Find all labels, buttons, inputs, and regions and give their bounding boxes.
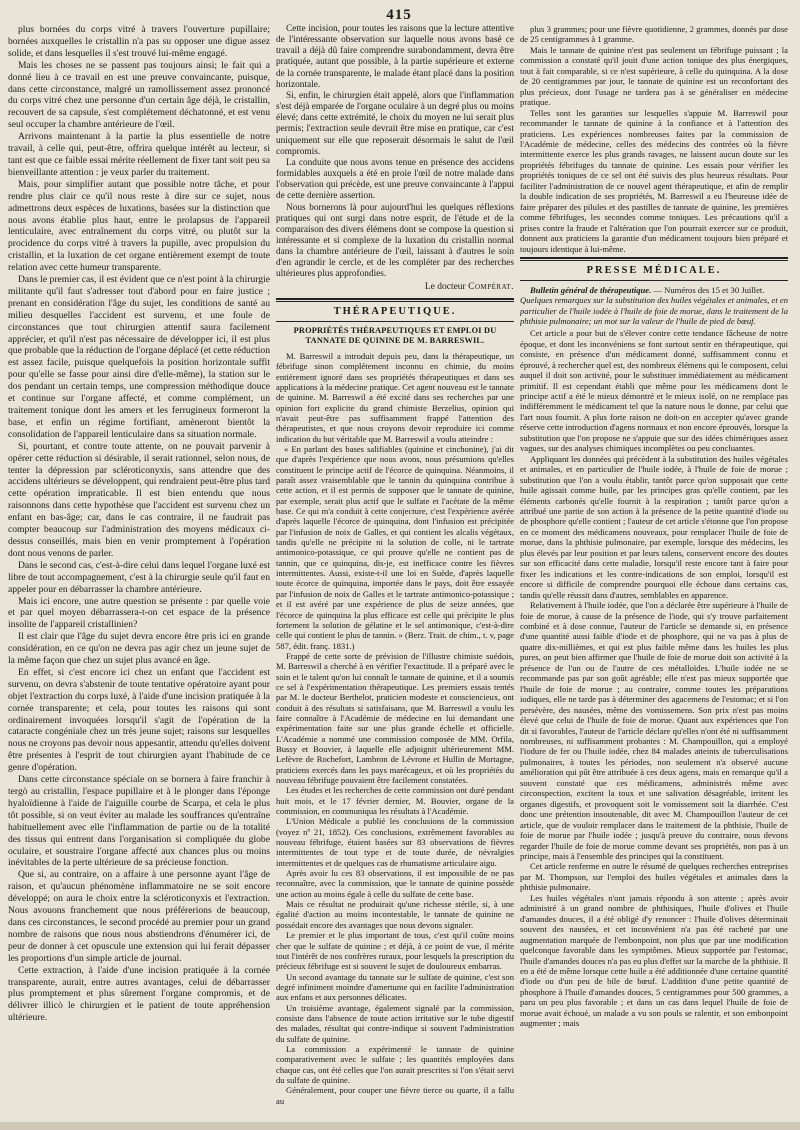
bulletin-subtitle: Quelques remarques sur la substitution des huiles végétales et animales, et en particulier de l'huile iodée à l'huile de foie de morue, dans le traitement de la phthisie pulmonaire; un mot sur la valeur de l'huile de pied de bœuf. <box>520 295 788 327</box>
paragraph: Telles sont les garanties sur lesquelles s'appuie M. Barreswil pour recommander le tannate de quinine à la confiance et à l'attention des praticiens. Les expériences nombreuses faites par la commission de l'Académie de médecine, celles des médecins des contrées où la fièvre intermittente exerce les plus grands ravages, ne laissent aucun doute sur les propriétés fébrifuges du tannate de quinine. Les essais pour vérifier les propriétés toniques de ce sel ont été suivis des plus heureux résultats. Pour faciliter l'administration de ce nouvel agent thérapeutique, et afin de remplir la double indication de ses propriétés, M. Barreswil a eu l'heureuse idée de faire préparer des pilules et des pastilles de tannate de quinine, les premières comme fébrifuges, les secondes comme toniques. Les précautions qu'il a prises contre la fraude et l'altération que l'on pourrait exercer sur ce produit, donnent aux praticiens la garantie d'un médicament toujours bien préparé et toujours identique à lui-même. <box>520 107 788 254</box>
columns <box>8 24 790 1118</box>
paragraph: L'Union Médicale a publié les conclusions de la commission (voyez nº 21, 1852). Ces conclusions, extrêmement favorables au nouveau fébrifuge, étaient basées sur 83 observations de fièvres intermittentes de tout type et de toute durée, de névralgies intermittentes et de quelques cas de rhumatisme articulaire aigu. <box>276 816 514 868</box>
paragraph: Cet article a pour but de s'élever contre cette tendance fâcheuse de notre époque, et dont les inconvéniens se font surtout sentir en thérapeutique, qui consiste, en présence d'un médicament donné, suffisamment connu et éprouvé, à rechercher quel est, des nombreux élémens qui le composent, celui auquel il doit son activité, pour le substituer immédiatement au médicament primitif. Il est cependant établi que même pour les médicamens dont le principe actif a été le mieux démontré et le mieux isolé, on ne remplace pas indifféremment le médicament tel que la nature nous le donne, par celui que l'art nous fournit. A plus forte raison ne doit-on en accepter qu'avec grande réserve cette introduction d'agens normaux et non encore éprouvés, lorsque la substitution que l'on propose ne s'appuie que sur des idées chimériques assez vagues, sur des analyses chimiques incomplètes ou peu concluantes. <box>520 328 788 454</box>
bulletin-issue: — Numéros des 15 et 30 Juillet. <box>651 285 765 296</box>
paragraph: Un troisième avantage, également signalé par la commission, consiste dans l'absence de toute action irritative sur le tube digestif des malades, résultat qui contre-indique si souvent l'administration du sulfate de quinine. <box>276 1002 514 1044</box>
signature-prefix: Le docteur <box>424 281 469 292</box>
section-rule <box>520 280 788 281</box>
paragraph: Cet article renferme en outre le résumé de quelques recherches entreprises par M. Thompson, sur l'emploi des huiles végétales et animales dans la phthisie pulmonaire. <box>520 861 788 893</box>
paragraph: Nous bornerons là pour aujourd'hui les quelques réflexions pratiques qui ont surgi dans notre esprit, de l'étude et de la comparaison des divers élémens dont se compose la question si intéressante et si complexe de la luxation du cristallin normal dans la chambre antérieure de l'œil, laissant à d'autres le soin d'en agrandir le cercle, et de les compléter par des recherches ultérieures plus approfondies. <box>276 202 514 280</box>
paragraph: Les huiles végétales n'ont jamais répondu à son attente ; après avoir administré à un grand nombre de phthisiques, l'huile d'olives et l'huile d'amandes douces, il a été obligé d'y renoncer : l'huile d'olives déterminait souvent des nausées, et cet inconvénient n'a pas été racheté par une augmentation marquée de l'embonpoint, non plus que par une modification quelconque favorable dans les symptômes. Mieux supportée par l'estomac, l'huile d'amandes douces n'a pas eu plus d'effet sur la marche de la phthisie. Il en a été de même lorsque cette huile a été additionnée d'une certaine quantité d'iode ou d'un peu de bile de bœuf. L'addition d'une petite quantité de phosphore à l'huile d'amandes douces, 5 centigrammes pour 500 grammes, a paru un peu plus favorable ; et dans un cas dans lequel l'huile de foie de morue avait échoué, un malade a vu son pouls se ralentir, et son embonpoint augmenter ; mais <box>520 892 788 1029</box>
article-title: PROPRIÉTÉS THÉRAPEUTIQUES ET EMPLOI DU TANNATE DE QUININE DE M. BARRESWIL. <box>293 325 497 345</box>
paragraph: La conduite que nous avons tenue en présence des accidens formidables auxquels a été en proie l'œil de notre malade dans l'observation qui précède, est une preuve convaincante à l'appui de cette dernière assertion. <box>276 157 514 202</box>
paragraph: Frappé de cette sorte de prévision de l'illustre chimiste suédois, M. Barreswil a cherché à en vérifier l'exactitude. Il a préparé avec le soin et le talent qu'on lui connaît le tannate de quinine, et il a soumis ce sel à l'expérimentation thérapeutique. Les premiers essais tentés par M. le docteur Berthelot, praticien modeste et consciencieux, ont conduit à des résultats si satisfaisans, que M. Barreswil a voulu les faire connaître à l'Académie de médecine en lui demandant une expérimentation faite sur une plus grande échelle et officielle. L'Académie a nommé une commission composée de MM. Orfila, Bussy et Bouvier, à laquelle elle adjoignit ultérieurement MM. Lefèvre de Rochefort, Lambron de Lévrone et Hullin de Mortagne, praticiens exercés dans les pays marécageux, et où les propriétés du nouveau fébrifuge pouvaient être facilement constatées. <box>276 650 514 785</box>
quotation: « En parlant des bases salifiables (quinine et cinchonine), j'ai dit que d'après l'expérience que nous avons, nous présumions qu'elles constituent le principe actif de l'écorce de quinquina. Néanmoins, il paraît assez vraisemblable que le tannin du quinquina contribue à cette action, et il est permis de supposer que le tannate de quinine, par exemple, serait plus actif que le sulfate et l'acétate de la même base. Ce qui m'a conduit à cette conjecture, c'est l'expérience avérée d'après laquelle l'écorce de quinquina, dont l'infusion est précipitée par l'infusion de noix de Galles, et qui contient les alcalis végétaux, tandis qu'elle ne précipite ni la solution de colle, ni le tartrate antimonico-potassique, ce qui prouve qu'elle ne contient pas de tannin, que ce quinquina, dis-je, est inefficace contre les fièvres intermittentes. Aussi, existe-t-il une loi en Suède, d'après laquelle toute écorce de quinquina, importée dans le pays, doit être essayée par l'infusion de noix de Galles et le tartrate antimonico-potassique ; et il est avéré par une expérience de plus de seize années, que l'écorce de quinquina la plus efficace est celle qui précipite le plus fortement la solution de gélatine et le sel antimonique, c'est-à-dire celle qui contient le plus de tannin. » (Berz. Trait. de chim., t. v, page 587, édit. franç. 1831.) <box>276 444 514 651</box>
column-3 <box>520 24 788 1118</box>
paragraph: Le premier et le plus important de tous, c'est qu'il coûte moins cher que le sulfate de quinine ; et déjà, à ce point de vue, il mérite tout l'intérêt de nos confrères ruraux, pour lesquels la prescription du précieux fébrifuge est si souvent le sujet de douloureux embarras. <box>276 930 514 972</box>
paragraph: plus bornées du corps vitré à travers l'ouverture pupillaire; bornées auxquelles le cristallin n'a pas su opposer une digue assez solide, et dans lesquelles il s'est trouvé lui-même engagé. <box>8 24 270 59</box>
paragraph: Cette incision, pour toutes les raisons que la lecture attentive de l'intéressante observation sur laquelle nous avons basé ce travail a déjà dû faire comprendre surabondamment, devra être pratiquée, autant que possible, à la partie supérieure et externe de la cornée transparente, le malade étant placé dans la position horizontale. <box>276 24 514 90</box>
paragraph: Les études et les recherches de cette commission ont duré pendant huit mois, et le 17 février dernier, M. Bouvier, organe de la commission, en communiqua les résultats à l'Académie. <box>276 785 514 817</box>
paragraph: Après avoir lu ces 83 observations, il est impossible de ne pas reconnaître, avec la commission, que le tannate de quinine possède une action au moins égale à celle du sulfate de cette base. <box>276 868 514 899</box>
paragraph: Mais le tannate de quinine n'est pas seulement un fébrifuge puissant ; la commission a constaté qu'il jouit d'une action tonique des plus énergiques, tout à fait comparable, si ce n'est supérieure, à celle du quinquina. A la dose de 20 centigrammes par jour, le tannate de quinine est un reconfortant des plus précieux, dont l'usage ne tardera pas à se généraliser en médecine pratique. <box>520 44 788 108</box>
paragraph: Mais les choses ne se passent pas toujours ainsi; le fait qui a donné lieu à ce travail en est une preuve convaincante, puisque, dans cette circonstance, malgré un ramollissement assez prononcé du corps vitré chez une personne d'un certain âge déjà, le cristallin, recouvert de sa capsule, s'est complétement déchatonné, et est venu seul occuper la chambre antérieure de l'œil. <box>8 59 270 131</box>
paragraph: Il est clair que l'âge du sujet devra encore être pris ici en grande considération, en ce qu'on ne devra pas agir chez un jeune sujet de la même façon que chez un sujet plus avancé en âge. <box>8 631 270 667</box>
column-1 <box>8 24 270 1118</box>
section-title-presse-medicale: PRESSE MÉDICALE. <box>586 264 722 276</box>
section-divider <box>276 298 514 302</box>
paragraph: Mais, pour simplifier autant que possible notre tâche, et pour rendre plus clair ce qu'il nous reste à dire sur ce sujet, nous admettrons deux espèces de luxations, basées sur la distinction que nous avons établie plus haut, entre le prolapsus de l'appareil lenticulaire, avec entraînement du corps vitré, ou plutôt sur la procidence du corps vitré à travers la pupille, avec propulsion du cristallin, et la luxation de cet organe entièrement exempt de toute relation avec cette humeur transparente. <box>8 178 270 274</box>
paragraph: La commission a expérimenté le tannate de quinine comparativement avec le sulfate ; les quantités employées dans chaque cas, ont été celles que l'on aurait prescrites si l'on s'était servi du sulfate de quinine. <box>276 1043 514 1085</box>
paragraph: M. Barreswil a introduit depuis peu, dans la thérapeutique, un fébrifuge sinon complétement inconnu en chimie, du moins entièrement ignoré dans ses propriétés thérapeutiques et dans ses applications à la médecine pratique. Cet agent nouveau est le tannate de quinine. M. Barreswil a été excité dans ses recherches par une opinion fort explicite du grand chimiste Berzelius, opinion qui n'avait peut-être pas suffisamment frappé l'attention des thérapeutistes, et que nous croyons devoir reproduire ici comme indication du but véritable que M. Barreswil a voulu atteindre : <box>276 350 514 444</box>
paragraph: Généralement, pour couper une fièvre tierce ou quarte, il a fallu au <box>276 1085 514 1106</box>
page-bottom-edge <box>0 1122 800 1130</box>
paragraph: En effet, si c'est encore ici chez un enfant que l'accident est survenu, on devra s'abstenir de toute tentative opératoire ayant pour objet l'extraction du corps luxé, à l'aide d'une incision pratiquée à la cornée transparente; et cela, pour toutes les raisons qui sont ordinairement invoquées lorsqu'il s'agit de l'opération de la cataracte congéniale chez un très jeune sujet; raisons sur lesquelles nous ne croyons pas devoir nous appesantir, attendu qu'elles doivent être présentes à l'esprit de tout chirurgien ayant l'habitude de ce genre d'opération. <box>8 666 270 774</box>
paragraph: plus 3 grammes; pour une fièvre quotidienne, 2 grammes, donnés par dose de 25 centigrammes à 1 gramme. <box>520 24 788 45</box>
paragraph: Dans le premier cas, il est évident que ce n'est point à la chirurgie militante qu'il faut s'adresser tout d'abord pour en faire justice ; prenant en considération l'âge du sujet, les conditions de santé au milieu desquelles l'accident est survenu, et une foule de circonstances que tout chirurgien attentif saura facilement apprécier, et qu'il n'est pas nécessaire de développer ici, il est plus que probable que la réduction de l'organe déplacé (et cette réduction est assez facile, puisque quelquefois la position horizontale suffit pour qu'elle se fasse pour ainsi dire d'elle-même), la station sur le dos pendant un certain temps, une compression méthodique douce et continue sur l'organe affecté, et comme complément, un traitement tonique dont les amers et les ferrugineux formeront la base, et enfin un régime fortifiant, amèneront bientôt la consolidation de l'appareil lenticulaire dans sa situation normale. <box>8 274 270 440</box>
page-number: 415 <box>386 7 412 23</box>
paragraph: Cette extraction, à l'aide d'une incision pratiquée à la cornée transparente, aurait, entre autres avantages, celui de débarrasser plus promptement et plus sûrement l'organe compromis, et de délivrer illicò le chirurgien et le patient de toute appréhension ultérieure. <box>8 964 270 1024</box>
paragraph: Un second avantage du tannate sur le sulfate de quinine, c'est son degré infiniment moindre d'amertume qui en facilite l'administration aux enfans et aux personnes délicates. <box>276 971 514 1003</box>
paragraph: Mais ici encore, une autre question se présente : par quelle voie et par quel moyen débarrassera-t-on cet espace de la présence insolite de l'appareil cristallinien? <box>8 595 270 631</box>
column-2 <box>276 24 514 1118</box>
paragraph: Mais ce résultat ne produirait qu'une richesse stérile, si, à une égalité d'action au moins incontestable, le tannate de quinine ne possédait encore des avantages que nous devons signaler. <box>276 899 514 930</box>
paragraph: Si, pourtant, et contre toute attente, on ne pouvait parvenir à opérer cette réduction si désirable, il serait rationnel, selon nous, de tenter la dépression par scléroticonyxis, sans attendre que des accidens ultérieurs se développent, qui rendraient peut-être plus tard cette opération impraticable. Il est bien entendu que nous raisonnons dans cette hypothèse que l'accident est survenu chez un enfant en bas-âge; car, dans le cas contraire, il ne faudrait pas compter beaucoup sur l'administration des moyens médicaux ci-dessus conseillés, mais bien en venir promptement à l'opération dont nous venons de parler. <box>8 440 270 559</box>
section-title-therapeutique: THÉRAPEUTIQUE. <box>333 305 457 317</box>
section-rule <box>276 321 514 322</box>
article-body <box>276 351 514 1106</box>
bulletin-title: Bulletin général de thérapeutique. <box>530 285 652 296</box>
paragraph: Arrivons maintenant à la partie la plus essentielle de notre travail, à celle qui, peut-être, offrira quelque intérêt au lecteur, si tant est que ce faible essai mérite réellement de fixer tant soit peu sa bienveillante attention : je veux parler du traitement. <box>8 131 270 178</box>
section-divider <box>520 257 788 261</box>
paragraph: Appliquant les données qui précèdent à la substitution des huiles végétales et animales, et en particulier de l'huile iodée, à l'huile de foie de morue ; substitution que l'on a voulu établir, tantôt parce qu'on supposait que cette huile agissait comme huile, par les principes gras qu'elle contient, par les éléments carbonés qu'elle fournit à la respiration ; tantôt parce qu'on a attribué une partie de son action à la présence de la petite quantité d'iode ou de phosphore qu'elle contient ; l'auteur de cet article s'étonne que l'on propose en ce moment des médicamens nouveaux, pour remplacer l'huile de foie de morue, dans la phthisie pulmonaire, par exemple, lorsque des médecins, les plus élevés par leur position et par leurs talens, conservent encore des doutes sur son efficacité dans cette maladie, lorsqu'il reste encore tant à faire pour fixer les indications et les contre-indications de son emploi, lorsqu'il est encore si difficile de comprendre pourquoi elle échoue dans certains cas, tandis qu'elle réussit dans d'autres, semblables en apparence. <box>520 453 788 600</box>
paragraph: Que si, au contraire, on a affaire à une personne ayant l'âge de raison, et qu'aucun phénomène inflammatoire ne se soit encore développé; on aura le choix entre la scléroticonyxis et l'extraction. Nous avouons franchement que nous préférerions de beaucoup, dans ces circonstances, le second procédé au premier pour un grand nombre de raisons que nous nous abstiendrons d'énumérer ici, de peur de donner à cet opuscule une extension qui lui ferait dépasser les proportions d'un simple article de journal. <box>8 869 270 964</box>
paragraph: Relativement à l'huile iodée, que l'on a déclarée être supérieure à l'huile de foie de morue, à cause de la présence de l'iode, qui s'y trouve parfaitement combiné et à dose connue, l'auteur de l'article se demande si, en présence d'une quantité aussi faible d'iode et de phosphore, qui ne va pas à plus de quatre dix-millièmes, et qui est plus faible même dans les huiles les plus pures, on peut bien affirmer que l'huile de foie de morue doit son activité à la présence de l'un ou de l'autre de ces métalloïdes. L'huile iodée ne se recommande pas par son goût agréable; elle n'est pas mieux supportée que l'huile de foie de morue ; au contraire, comme toutes les préparations iodiques, elle ne tarde pas à déterminer des agacemens de l'estomac; et si l'on persévère, des nausées, même des vomissemens. Son prix n'est pas moins élevé que celui de l'huile de foie de morue. Quant aux expériences que l'on dit si favorables, l'auteur de l'article déclare qu'elles n'ont été ni suffisamment nombreuses, ni suffisamment probantes : M. Champouillon, qui a employé l'iodure de fer ou l'huile iodée, chez 84 malades atteints de tuberculisations pulmonaires, à toutes les périodes, non seulement n'a observé aucune amélioration qui pût être attribuée à ces deux agens, mais en remarque qu'il a souvent constaté que ces médicamens, administrés même avec circonspection, excitent la toux et une salivation désagréable, irritent les organes digestifs, et provoquent soit le vomissement soit la diarrhée. C'est donc une prétention insoutenable, dit avec M. Champouillon l'auteur de cet article, que de vouloir remplacer dans le traitement de la phthisie, l'huile de foie de morue par l'huile iodée ; jusqu'à preuve du contraire, nous devons regarder l'huile de foie de morue comme devant ses propriétés, non pas à un principe, mais à l'ensemble des principes qui la constituent. <box>520 600 788 861</box>
paragraph: Dans cette circonstance spéciale on se bornera à faire franchir à tergò au cristallin, l'espace pupillaire et à le plonger dans l'éponge hyaloïdienne à l'aide de l'aiguille courbe de Scarpa, et cela le plus tôt possible, si on veut éviter au malade les souffrances qu'entraîne habituellement avec elle l'inflammation de partie ou de la totalité des tissus qui entrent dans l'organisation si compliquée du globe oculaire, et soustraire l'organe affecté aux chances plus ou moins inévitables de la perte ultérieure de sa précieuse fonction. <box>8 774 270 869</box>
paragraph: Dans le second cas, c'est-à-dire celui dans lequel l'organe luxé est libre de tout accompagnement, c'est à la chirurgie seule qu'il faut en appeler pour en débarrasser la chambre antérieure. <box>8 559 270 595</box>
paragraph: Si, enfin, le chirurgien était appelé, alors que l'inflammation s'est déjà emparée de l'organe oculaire à un degré plus ou moins élevé; dans cette extrémité, le choix du moyen ne lui serait plus permis; l'extraction seule devrait être mise en pratique, car c'est uniquement sur elle que reposerait désormais le salut de l'œil compromis. <box>276 90 514 157</box>
signature-name: Compérat. <box>468 281 514 292</box>
author-signature <box>276 282 514 293</box>
bulletin-heading <box>520 285 788 295</box>
